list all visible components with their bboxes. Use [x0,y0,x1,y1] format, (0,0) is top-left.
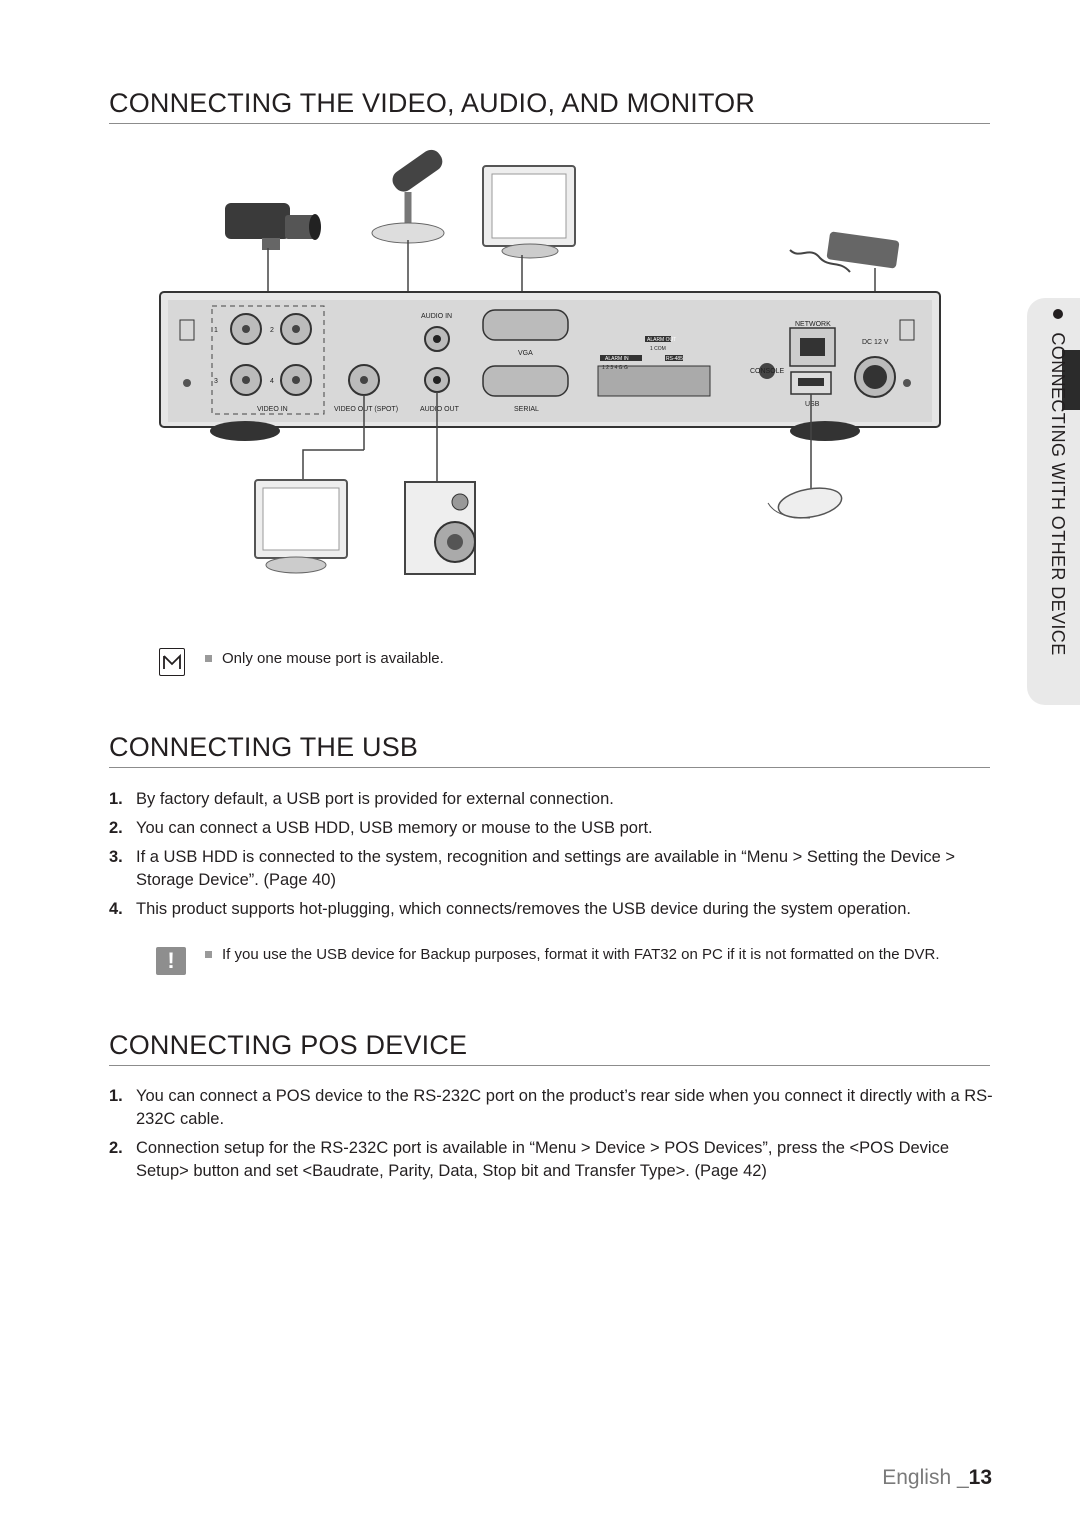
chapter-side-label: CONNECTING WITH OTHER DEVICE [1047,309,1068,656]
svg-text:ALARM OUT: ALARM OUT [647,337,677,343]
svg-text:VIDEO OUT (SPOT): VIDEO OUT (SPOT) [334,406,399,413]
svg-text:VIDEO IN: VIDEO IN [257,406,288,413]
list-item: 4. This product supports hot-plugging, which connects/removes the USB device during the system operation. [109,900,911,918]
connection-diagram [150,140,950,580]
svg-text:DC 12 V: DC 12 V [862,339,889,346]
usb-warning-note: If you use the USB device for Backup purposes, format it with FAT32 on PC if it is not formatted on the DVR. [205,946,985,963]
svg-text:USB: USB [805,401,820,408]
page-footer: English _13 [882,1466,992,1489]
list-item: 1. You can connect a POS device to the RS-232C port on the product’s rear side when you connect it directly with a RS-232C cable. [109,1087,993,1128]
svg-text:CONSOLE: CONSOLE [750,368,785,375]
section-title-pos: CONNECTING POS DEVICE [109,1030,990,1066]
svg-text:1 COM: 1 COM [650,346,666,352]
svg-text:ALARM IN: ALARM IN [605,356,629,362]
page-number: 13 [968,1466,992,1489]
usb-steps [109,788,994,927]
svg-text:1 2 3 4 G G: 1 2 3 4 G G [602,365,628,371]
svg-text:3: 3 [214,378,218,385]
camera-illustration [225,203,321,304]
svg-text:AUDIO OUT: AUDIO OUT [420,406,459,413]
list-item: 3. If a USB HDD is connected to the system, recognition and settings are available in “Menu > Setting the Device > Storage Device”. (Page 40) [109,848,956,889]
list-item: 2. Connection setup for the RS-232C port is available in “Menu > Device > POS Devices”, press the <POS Device Setup> button and set <Baudrate, Parity, Data, Stop bit and Transfer Type>. (Page 42) [109,1139,950,1180]
svg-text:SERIAL: SERIAL [514,406,539,413]
warning-icon: ! [156,947,186,975]
pos-steps [109,1085,994,1189]
section-title-video-audio: CONNECTING THE VIDEO, AUDIO, AND MONITOR [109,88,990,124]
list-item: 2. You can connect a USB HDD, USB memory or mouse to the USB port. [109,819,653,837]
section-title-usb: CONNECTING THE USB [109,732,990,768]
dvr-rear-panel [160,292,940,441]
mouse-port-note: Only one mouse port is available. [205,650,444,667]
speaker-illustration [405,482,475,574]
side-bullet-icon [1053,309,1063,319]
note-icon [159,648,185,676]
svg-text:1: 1 [214,327,218,334]
svg-text:AUDIO IN: AUDIO IN [421,313,453,320]
bullet-icon [205,951,212,958]
svg-text:4: 4 [270,378,274,385]
svg-text:RS-485: RS-485 [666,356,683,362]
svg-text:VGA: VGA [518,350,533,357]
list-item: 1. By factory default, a USB port is provided for external connection. [109,790,614,808]
bullet-icon [205,655,212,662]
mouse-illustration [768,484,844,523]
svg-text:2: 2 [270,327,274,334]
monitor-illustration-top [483,166,575,305]
svg-text:NETWORK: NETWORK [795,321,831,328]
monitor-illustration-bottom [255,480,347,573]
